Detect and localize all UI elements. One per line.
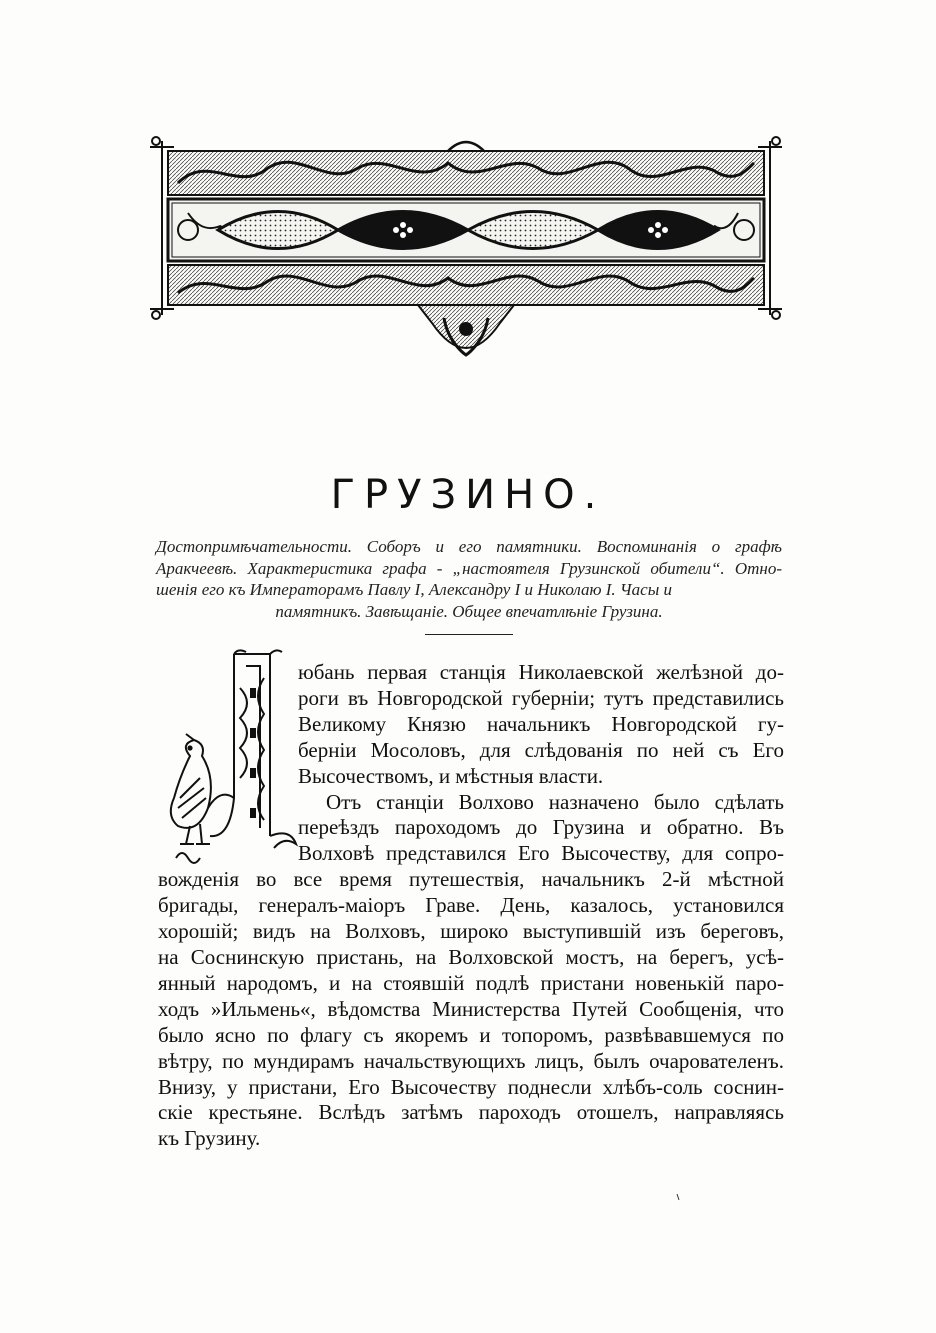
- text-line: Волховѣ представился Его Высочеству, для сопро-: [298, 841, 784, 866]
- text-line: роги въ Новгородской губерніи; тутъ представились: [298, 685, 784, 710]
- summary-line: памятникъ. Завѣщаніе. Общее впечатлѣніе Грузина.: [275, 601, 663, 621]
- chapter-title: ГРУЗИНО.: [330, 472, 606, 518]
- text-line: переѣздъ пароходомъ до Грузина и обратно. Въ: [298, 815, 784, 840]
- text-line: вожденія во все время путешествія, начальникъ 2-й мѣстной: [158, 867, 784, 892]
- text-line: на Соснинскую пристань, на Волховской мостъ, на берегъ, усѣ-: [158, 944, 784, 969]
- text-line: Великому Князю начальникъ Новгородской гу-: [298, 711, 784, 736]
- text-line: скіе крестьяне. Вслѣдъ затѣмъ пароходъ отошелъ, направляясь: [158, 1100, 784, 1125]
- print-speck: [676, 1193, 680, 1201]
- body-text: [158, 660, 784, 1152]
- text-line: Внизу, у пристани, Его Высочеству поднесли хлѣбъ-соль соснин-: [158, 1074, 784, 1099]
- summary-line: шенія его къ Императорамъ Павлу I, Александру I и Николаю I. Часы и: [156, 580, 672, 599]
- ornamental-headpiece: [148, 133, 784, 373]
- section-divider: [425, 634, 513, 635]
- initial-letter-glyph: Л: [150, 635, 161, 652]
- text-line: къ Грузину.: [158, 1126, 261, 1151]
- text-line: берніи Мосоловъ, для слѣдованія по ней съ Его: [298, 737, 784, 762]
- chapter-summary: [156, 536, 782, 622]
- text-line: Отъ станціи Волхово назначено было сдѣлать: [326, 789, 784, 814]
- summary-line: Достопримѣчательности. Соборъ и его памятники. Воспоминанія о графѣ: [156, 537, 782, 556]
- text-line: юбань первая станція Николаевской желѣзной до-: [298, 660, 784, 684]
- text-line: хорошій; видъ на Волховъ, широко выступившій изъ береговъ,: [158, 919, 784, 944]
- summary-line: Аракчеевѣ. Характеристика графа - „настоятеля Грузинской обители“. Отно-: [156, 558, 782, 578]
- text-line: Высочествомъ, и мѣстныя власти.: [298, 763, 604, 788]
- text-line: вѣтру, по мундирамъ начальствующихъ лицъ, былъ очарователенъ.: [158, 1048, 784, 1073]
- text-line: ходъ »Ильмень«, вѣдомства Министерства Путей Сообщенія, что: [158, 996, 784, 1021]
- text-line: было ясно по флагу съ якоремъ и топоромъ, развѣвавшемуся по: [158, 1022, 784, 1047]
- text-line: бригады, генералъ-маіоръ Граве. День, казалось, установился: [158, 893, 784, 918]
- text-line: янный народомъ, и на стоявшій подлѣ пристани новенькій паро-: [158, 970, 784, 995]
